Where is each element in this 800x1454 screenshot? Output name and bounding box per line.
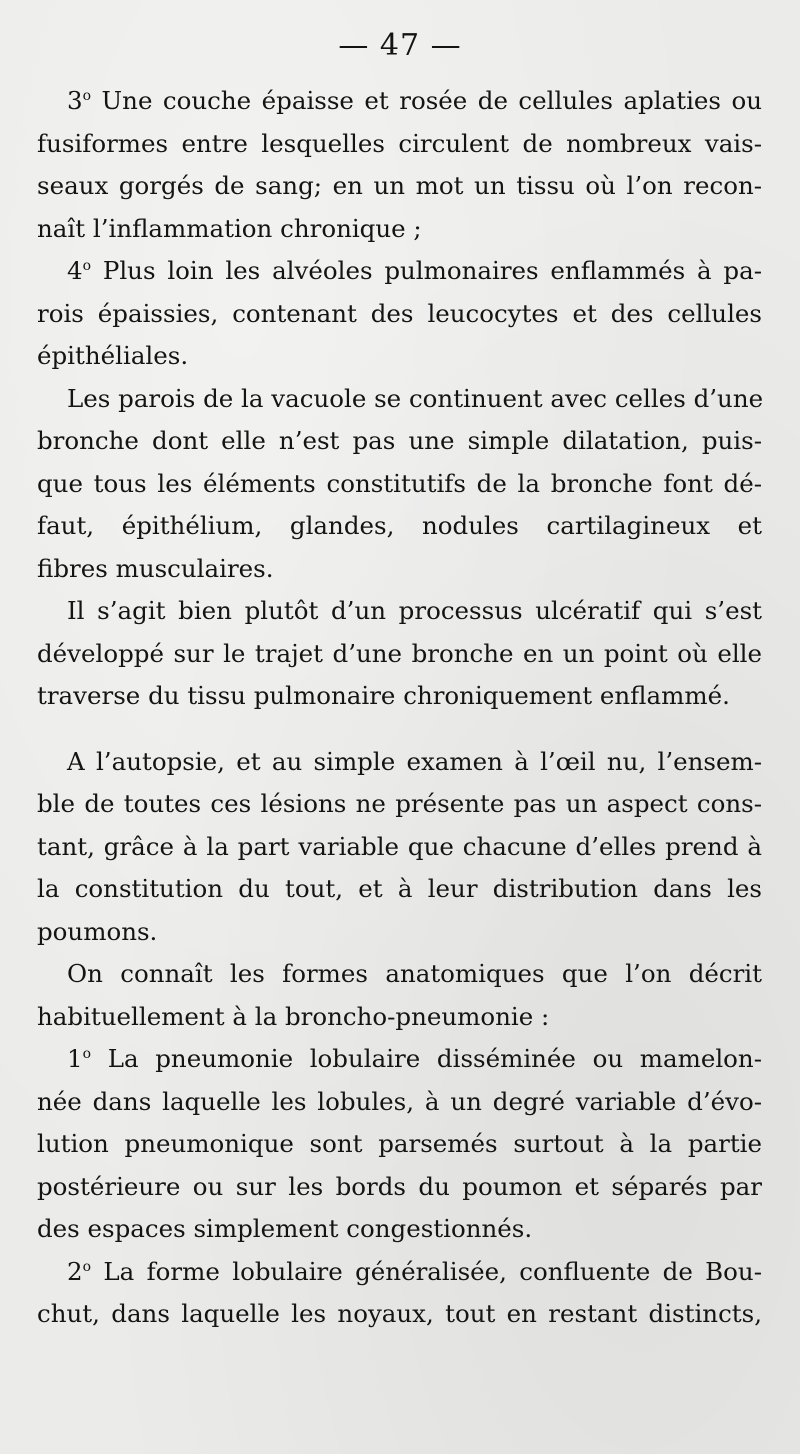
text-line: la constitution du tout, et à leur distribution dans les: [37, 874, 762, 903]
paragraph-formes: [37, 953, 762, 1038]
text-line: habituellement à la broncho-pneumonie :: [37, 1001, 550, 1031]
text-line: bronche dont elle n’est pas une simple dilatation, puis-: [37, 426, 762, 455]
text-line: ble de toutes ces lésions ne présente pas un aspect cons-: [37, 789, 762, 818]
text-line: faut, épithélium, glandes, nodules cartilagineux et: [37, 511, 762, 540]
text-line: traverse du tissu pulmonaire chroniquement enflammé.: [37, 681, 730, 710]
paragraph-vacuole: [37, 378, 762, 591]
list-marker: 2: [67, 1256, 83, 1286]
text-line: chut, dans laquelle les noyaux, tout en restant distincts,: [37, 1299, 762, 1328]
text-line: rois épaissies, contenant des leucocytes et des cellules: [37, 298, 762, 328]
page-number: — 47 —: [338, 28, 462, 63]
text-line: On connaît les formes anatomiques que l’on décrit: [67, 959, 762, 988]
paragraph-gap: [37, 718, 762, 741]
body-text: [37, 80, 762, 1336]
text-line: fusiformes entre lesquelles circulent de nombreux vais-: [37, 128, 762, 158]
text-line: seaux gorgés de sang; en un mot un tissu où l’on recon-: [37, 171, 762, 200]
paragraph-item-2: [37, 1251, 762, 1336]
list-marker: 3: [67, 86, 83, 115]
text-line: née dans laquelle les lobules, à un degré variable d’évo-: [37, 1086, 762, 1116]
list-marker-sup: o: [82, 258, 92, 274]
text-line: naît l’inflammation chronique ;: [37, 213, 422, 243]
text-line: développé sur le trajet d’une bronche en un point où elle: [37, 638, 762, 668]
list-marker-sup: o: [82, 1046, 92, 1062]
text-line: lution pneumonique sont parsemés surtout à la partie: [37, 1129, 762, 1158]
paragraph-item-1: [37, 1038, 762, 1251]
paragraph-item-4: [37, 250, 762, 378]
paragraph-item-3: [37, 80, 762, 250]
list-marker-sup: o: [82, 88, 92, 104]
text-line: A l’autopsie, et au simple examen à l’œil nu, l’ensem-: [67, 746, 762, 776]
text-line: Il s’agit bien plutôt d’un processus ulcératif qui s’est: [67, 596, 762, 625]
paragraph-processus: [37, 590, 762, 718]
text-line: Les parois de la vacuole se continuent avec celles d’une: [67, 383, 764, 413]
text-line: 4$^o$ Plus loin les alvéoles pulmonaires enflammés à pa-: [67, 256, 762, 285]
text-line: 2$^o$ La forme lobulaire généralisée, confluente de Bou-: [67, 1256, 762, 1286]
list-marker: 1: [67, 1044, 83, 1073]
text-line: 3$^o$ Une couche épaisse et rosée de cellules aplaties ou: [67, 86, 762, 115]
text-line: épithéliales.: [37, 341, 189, 370]
text-line: des espaces simplement congestionnés.: [37, 1214, 533, 1243]
text-line: poumons.: [37, 916, 158, 946]
paragraph-autopsie: [37, 741, 762, 954]
list-marker-sup: o: [82, 1258, 92, 1275]
text-line: tant, grâce à la part variable que chacune d’elles prend à: [37, 831, 762, 861]
list-marker: 4: [67, 256, 83, 285]
text-line: que tous les éléments constitutifs de la bronche font dé-: [37, 468, 762, 498]
text-line: postérieure ou sur les bords du poumon et séparés par: [37, 1171, 762, 1201]
text-line: 1$^o$ La pneumonie lobulaire disséminée ou mamelon-: [67, 1044, 762, 1073]
text-line: fibres musculaires.: [37, 553, 274, 583]
